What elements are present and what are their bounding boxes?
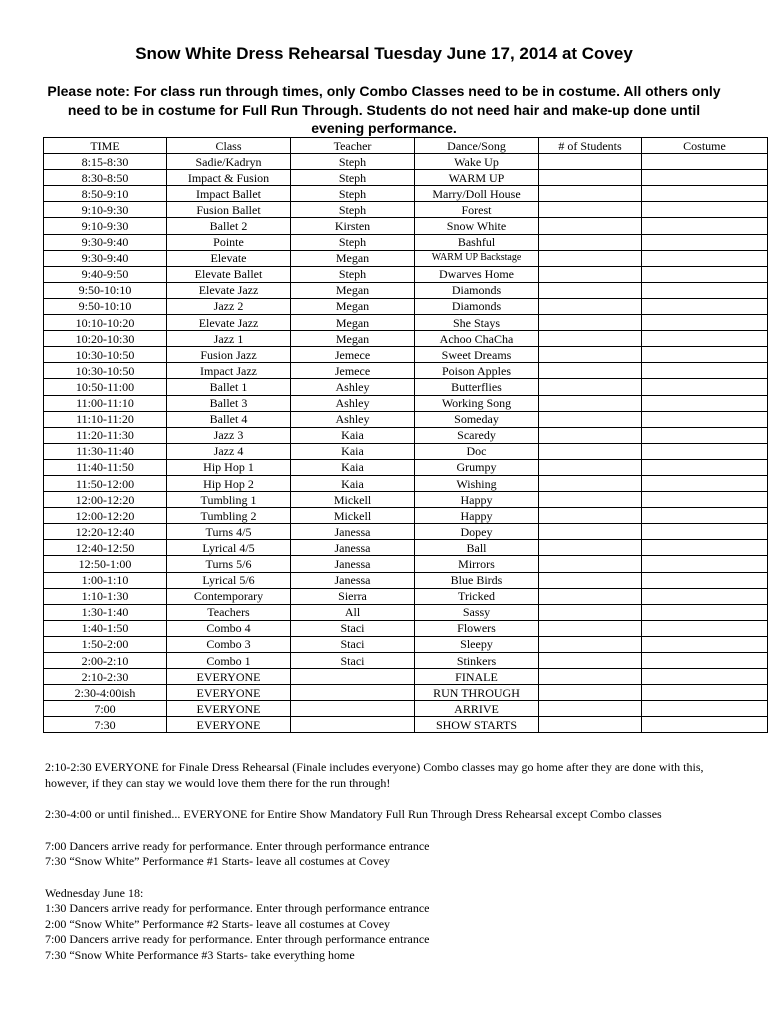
table-row xyxy=(44,282,768,298)
table-row xyxy=(44,315,768,331)
dance-song-cell: Ball xyxy=(415,540,539,556)
dance-song-cell: Happy xyxy=(415,492,539,508)
class-cell: Hip Hop 1 xyxy=(167,459,291,475)
teacher-cell: Steph xyxy=(291,154,415,170)
time-cell: 2:00-2:10 xyxy=(44,653,167,669)
table-header-row xyxy=(44,138,768,154)
table-row xyxy=(44,443,768,459)
dance-song-cell: Tricked xyxy=(415,588,539,604)
costume-cell xyxy=(642,234,768,250)
table-row xyxy=(44,620,768,636)
table-row xyxy=(44,475,768,491)
class-cell: Elevate xyxy=(167,250,291,266)
costume-cell xyxy=(642,459,768,475)
dance-song-cell: She Stays xyxy=(415,315,539,331)
table-row xyxy=(44,331,768,347)
teacher-cell: Steph xyxy=(291,170,415,186)
header-costume: Costume xyxy=(642,138,768,154)
teacher-cell: Kaia xyxy=(291,443,415,459)
class-cell: Impact Jazz xyxy=(167,363,291,379)
table-row xyxy=(44,588,768,604)
teacher-cell: Megan xyxy=(291,298,415,314)
teacher-cell: Janessa xyxy=(291,540,415,556)
table-row xyxy=(44,154,768,170)
costume-cell xyxy=(642,475,768,491)
costume-cell xyxy=(642,202,768,218)
time-cell: 9:10-9:30 xyxy=(44,202,167,218)
class-cell: Turns 4/5 xyxy=(167,524,291,540)
teacher-cell: Janessa xyxy=(291,524,415,540)
dance-song-cell: ARRIVE xyxy=(415,701,539,717)
class-cell: Pointe xyxy=(167,234,291,250)
time-cell: 1:40-1:50 xyxy=(44,620,167,636)
time-cell: 10:50-11:00 xyxy=(44,379,167,395)
costume-cell xyxy=(642,443,768,459)
table-row xyxy=(44,459,768,475)
time-cell: 2:10-2:30 xyxy=(44,669,167,685)
header-teacher: Teacher xyxy=(291,138,415,154)
costume-cell xyxy=(642,556,768,572)
costume-cell xyxy=(642,492,768,508)
table-row xyxy=(44,234,768,250)
table-row xyxy=(44,636,768,652)
costume-note: Please note: For class run through times, only Combo Classes need to be in costume. All others only need to be in costume for Full Run Through. Students do not need hair and make-up done until evening performance. xyxy=(47,83,721,136)
table-row xyxy=(44,524,768,540)
table-row xyxy=(44,701,768,717)
costume-cell xyxy=(642,266,768,282)
teacher-cell: Steph xyxy=(291,202,415,218)
notes-spacer xyxy=(45,870,745,886)
teacher-cell: Jemece xyxy=(291,363,415,379)
class-cell: Combo 1 xyxy=(167,653,291,669)
teacher-cell: Sierra xyxy=(291,588,415,604)
class-cell: Jazz 4 xyxy=(167,443,291,459)
students-cell xyxy=(539,154,642,170)
dance-song-cell: RUN THROUGH xyxy=(415,685,539,701)
dance-song-cell: Sweet Dreams xyxy=(415,347,539,363)
class-cell: Jazz 2 xyxy=(167,298,291,314)
time-cell: 1:50-2:00 xyxy=(44,636,167,652)
students-cell xyxy=(539,282,642,298)
header-time: TIME xyxy=(44,138,167,154)
students-cell xyxy=(539,234,642,250)
teacher-cell: Janessa xyxy=(291,556,415,572)
class-cell: Tumbling 1 xyxy=(167,492,291,508)
teacher-cell: Megan xyxy=(291,331,415,347)
dance-song-cell: Someday xyxy=(415,411,539,427)
table-row xyxy=(44,218,768,234)
students-cell xyxy=(539,588,642,604)
dance-song-cell: Stinkers xyxy=(415,653,539,669)
teacher-cell xyxy=(291,685,415,701)
students-cell xyxy=(539,250,642,266)
students-cell xyxy=(539,492,642,508)
class-cell: EVERYONE xyxy=(167,717,291,733)
dance-song-cell: Forest xyxy=(415,202,539,218)
class-cell: Teachers xyxy=(167,604,291,620)
class-cell: Elevate Ballet xyxy=(167,266,291,282)
note-line: 7:30 “Snow White Performance #3 Starts- take everything home xyxy=(45,947,355,962)
students-cell xyxy=(539,395,642,411)
time-cell: 9:30-9:40 xyxy=(44,234,167,250)
note-line: 7:30 “Snow White” Performance #1 Starts- leave all costumes at Covey xyxy=(45,854,391,868)
teacher-cell xyxy=(291,717,415,733)
teacher-cell: Staci xyxy=(291,636,415,652)
teacher-cell: All xyxy=(291,604,415,620)
costume-cell xyxy=(642,379,768,395)
note-line: 7:00 Dancers arrive ready for performance. Enter through performance entrance xyxy=(45,932,430,946)
dance-song-cell: SHOW STARTS xyxy=(415,717,539,733)
table-row xyxy=(44,685,768,701)
class-cell: Fusion Jazz xyxy=(167,347,291,363)
time-cell: 1:30-1:40 xyxy=(44,604,167,620)
costume-cell xyxy=(642,331,768,347)
costume-cell xyxy=(642,395,768,411)
dance-song-cell: Working Song xyxy=(415,395,539,411)
students-cell xyxy=(539,298,642,314)
dance-song-cell: Sleepy xyxy=(415,636,539,652)
header-students: # of Students xyxy=(539,138,642,154)
teacher-cell: Steph xyxy=(291,234,415,250)
schedule-body xyxy=(44,154,768,733)
costume-cell xyxy=(642,508,768,524)
students-cell xyxy=(539,475,642,491)
time-cell: 12:20-12:40 xyxy=(44,524,167,540)
dance-song-cell: Poison Apples xyxy=(415,363,539,379)
costume-cell xyxy=(642,427,768,443)
costume-cell xyxy=(642,620,768,636)
dance-song-cell: Bashful xyxy=(415,234,539,250)
class-cell: Fusion Ballet xyxy=(167,202,291,218)
dance-song-cell: Achoo ChaCha xyxy=(415,331,539,347)
teacher-cell: Kaia xyxy=(291,427,415,443)
note-line: 1:30 Dancers arrive ready for performance. Enter through performance entrance xyxy=(45,901,430,915)
table-row xyxy=(44,363,768,379)
teacher-cell: Staci xyxy=(291,620,415,636)
time-cell: 8:30-8:50 xyxy=(44,170,167,186)
students-cell xyxy=(539,170,642,186)
students-cell xyxy=(539,620,642,636)
table-row xyxy=(44,395,768,411)
teacher-cell: Staci xyxy=(291,653,415,669)
note-line: 2:30-4:00 or until finished... EVERYONE for Entire Show Mandatory Full Run Through Dress Rehearsal except Combo classes xyxy=(45,807,662,821)
time-cell: 12:50-1:00 xyxy=(44,556,167,572)
teacher-cell: Kaia xyxy=(291,475,415,491)
time-cell: 11:30-11:40 xyxy=(44,443,167,459)
costume-cell xyxy=(642,701,768,717)
schedule-table xyxy=(43,137,768,733)
time-cell: 8:50-9:10 xyxy=(44,186,167,202)
students-cell xyxy=(539,669,642,685)
table-row xyxy=(44,250,768,266)
note-line: 2:10-2:30 EVERYONE for Finale Dress Rehearsal (Finale includes everyone) Combo classes may go home after they are done with this, however, if they can stay we would love them there for the run through! xyxy=(45,760,704,790)
students-cell xyxy=(539,266,642,282)
teacher-cell: Jemece xyxy=(291,347,415,363)
dance-song-cell: Grumpy xyxy=(415,459,539,475)
costume-cell xyxy=(642,636,768,652)
table-row xyxy=(44,717,768,733)
students-cell xyxy=(539,604,642,620)
dance-song-cell: Scaredy xyxy=(415,427,539,443)
costume-cell xyxy=(642,572,768,588)
time-cell: 9:10-9:30 xyxy=(44,218,167,234)
table-row xyxy=(44,492,768,508)
time-cell: 10:30-10:50 xyxy=(44,347,167,363)
costume-cell xyxy=(642,540,768,556)
table-row xyxy=(44,266,768,282)
students-cell xyxy=(539,685,642,701)
time-cell: 9:50-10:10 xyxy=(44,282,167,298)
table-row xyxy=(44,427,768,443)
class-cell: Sadie/Kadryn xyxy=(167,154,291,170)
document-title: Snow White Dress Rehearsal Tuesday June 17, 2014 at Covey xyxy=(135,44,633,63)
teacher-cell: Mickell xyxy=(291,508,415,524)
class-cell: Elevate Jazz xyxy=(167,282,291,298)
costume-cell xyxy=(642,250,768,266)
costume-cell xyxy=(642,411,768,427)
costume-cell xyxy=(642,315,768,331)
costume-cell xyxy=(642,588,768,604)
time-cell: 11:50-12:00 xyxy=(44,475,167,491)
note-line: Wednesday June 18: xyxy=(45,885,144,900)
students-cell xyxy=(539,363,642,379)
dance-song-cell: Blue Birds xyxy=(415,572,539,588)
time-cell: 12:00-12:20 xyxy=(44,492,167,508)
teacher-cell: Megan xyxy=(291,315,415,331)
class-cell: Lyrical 5/6 xyxy=(167,572,291,588)
costume-cell xyxy=(642,669,768,685)
dance-song-cell: WARM UP xyxy=(415,170,539,186)
teacher-cell: Mickell xyxy=(291,492,415,508)
time-cell: 12:40-12:50 xyxy=(44,540,167,556)
students-cell xyxy=(539,701,642,717)
class-cell: Jazz 3 xyxy=(167,427,291,443)
students-cell xyxy=(539,218,642,234)
teacher-cell: Steph xyxy=(291,266,415,282)
costume-cell xyxy=(642,347,768,363)
class-cell: Tumbling 2 xyxy=(167,508,291,524)
dance-song-cell: Dwarves Home xyxy=(415,266,539,282)
class-cell: Jazz 1 xyxy=(167,331,291,347)
dance-song-cell: Dopey xyxy=(415,524,539,540)
time-cell: 10:30-10:50 xyxy=(44,363,167,379)
dance-song-cell: Wake Up xyxy=(415,154,539,170)
table-row xyxy=(44,347,768,363)
dance-song-cell: Mirrors xyxy=(415,556,539,572)
note-line: 7:00 Dancers arrive ready for performance. Enter through performance entrance xyxy=(45,838,430,853)
students-cell xyxy=(539,636,642,652)
dance-song-cell: Diamonds xyxy=(415,282,539,298)
costume-cell xyxy=(642,685,768,701)
time-cell: 11:00-11:10 xyxy=(44,395,167,411)
students-cell xyxy=(539,556,642,572)
teacher-cell: Ashley xyxy=(291,379,415,395)
class-cell: Impact Ballet xyxy=(167,186,291,202)
costume-cell xyxy=(642,170,768,186)
class-cell: EVERYONE xyxy=(167,685,291,701)
table-row xyxy=(44,186,768,202)
students-cell xyxy=(539,540,642,556)
time-cell: 7:00 xyxy=(44,701,167,717)
teacher-cell: Janessa xyxy=(291,572,415,588)
table-row xyxy=(44,202,768,218)
dance-song-cell: Wishing xyxy=(415,475,539,491)
table-row xyxy=(44,572,768,588)
table-row xyxy=(44,669,768,685)
teacher-cell: Megan xyxy=(291,250,415,266)
dance-song-cell: Sassy xyxy=(415,604,539,620)
header-class: Class xyxy=(167,138,291,154)
table-row xyxy=(44,508,768,524)
dance-song-cell: Flowers xyxy=(415,620,539,636)
class-cell: Ballet 4 xyxy=(167,411,291,427)
costume-cell xyxy=(642,154,768,170)
class-cell: Ballet 2 xyxy=(167,218,291,234)
costume-cell xyxy=(642,717,768,733)
dance-song-cell: Marry/Doll House xyxy=(415,186,539,202)
class-cell: Elevate Jazz xyxy=(167,315,291,331)
costume-cell xyxy=(642,524,768,540)
header-dance-song: Dance/Song xyxy=(415,138,539,154)
table-row xyxy=(44,604,768,620)
students-cell xyxy=(539,411,642,427)
table-row xyxy=(44,298,768,314)
class-cell: Lyrical 4/5 xyxy=(167,540,291,556)
table-row xyxy=(44,556,768,572)
teacher-cell: Steph xyxy=(291,186,415,202)
time-cell: 9:40-9:50 xyxy=(44,266,167,282)
students-cell xyxy=(539,653,642,669)
dance-song-cell: Doc xyxy=(415,443,539,459)
time-cell: 12:00-12:20 xyxy=(44,508,167,524)
students-cell xyxy=(539,443,642,459)
costume-cell xyxy=(642,604,768,620)
time-cell: 11:10-11:20 xyxy=(44,411,167,427)
time-cell: 9:50-10:10 xyxy=(44,298,167,314)
class-cell: EVERYONE xyxy=(167,669,291,685)
time-cell: 1:10-1:30 xyxy=(44,588,167,604)
table-row xyxy=(44,411,768,427)
table-row xyxy=(44,379,768,395)
time-cell: 11:20-11:30 xyxy=(44,427,167,443)
class-cell: Turns 5/6 xyxy=(167,556,291,572)
class-cell: Ballet 1 xyxy=(167,379,291,395)
rehearsal-notes xyxy=(45,760,745,963)
time-cell: 7:30 xyxy=(44,717,167,733)
costume-cell xyxy=(642,653,768,669)
students-cell xyxy=(539,331,642,347)
teacher-cell: Kaia xyxy=(291,459,415,475)
class-cell: Hip Hop 2 xyxy=(167,475,291,491)
students-cell xyxy=(539,524,642,540)
notes-spacer xyxy=(45,823,745,839)
time-cell: 8:15-8:30 xyxy=(44,154,167,170)
students-cell xyxy=(539,347,642,363)
time-cell: 9:30-9:40 xyxy=(44,250,167,266)
table-row xyxy=(44,540,768,556)
class-cell: Contemporary xyxy=(167,588,291,604)
dance-song-cell: WARM UP Backstage xyxy=(415,250,539,266)
time-cell: 10:10-10:20 xyxy=(44,315,167,331)
table-row xyxy=(44,653,768,669)
class-cell: EVERYONE xyxy=(167,701,291,717)
time-cell: 1:00-1:10 xyxy=(44,572,167,588)
costume-cell xyxy=(642,363,768,379)
time-cell: 11:40-11:50 xyxy=(44,459,167,475)
students-cell xyxy=(539,459,642,475)
table-row xyxy=(44,170,768,186)
students-cell xyxy=(539,315,642,331)
note-line: 2:00 “Snow White” Performance #2 Starts- leave all costumes at Covey xyxy=(45,916,391,931)
time-cell: 10:20-10:30 xyxy=(44,331,167,347)
teacher-cell xyxy=(291,669,415,685)
teacher-cell: Ashley xyxy=(291,395,415,411)
teacher-cell: Kirsten xyxy=(291,218,415,234)
costume-cell xyxy=(642,186,768,202)
costume-cell xyxy=(642,282,768,298)
costume-cell xyxy=(642,218,768,234)
students-cell xyxy=(539,186,642,202)
dance-song-cell: Happy xyxy=(415,508,539,524)
class-cell: Ballet 3 xyxy=(167,395,291,411)
teacher-cell xyxy=(291,701,415,717)
dance-song-cell: Diamonds xyxy=(415,298,539,314)
teacher-cell: Megan xyxy=(291,282,415,298)
dance-song-cell: Butterflies xyxy=(415,379,539,395)
time-cell: 2:30-4:00ish xyxy=(44,685,167,701)
class-cell: Combo 3 xyxy=(167,636,291,652)
students-cell xyxy=(539,572,642,588)
students-cell xyxy=(539,717,642,733)
dance-song-cell: FINALE xyxy=(415,669,539,685)
class-cell: Combo 4 xyxy=(167,620,291,636)
teacher-cell: Ashley xyxy=(291,411,415,427)
students-cell xyxy=(539,379,642,395)
students-cell xyxy=(539,202,642,218)
students-cell xyxy=(539,427,642,443)
students-cell xyxy=(539,508,642,524)
dance-song-cell: Snow White xyxy=(415,218,539,234)
costume-cell xyxy=(642,298,768,314)
class-cell: Impact & Fusion xyxy=(167,170,291,186)
notes-spacer xyxy=(45,791,745,807)
